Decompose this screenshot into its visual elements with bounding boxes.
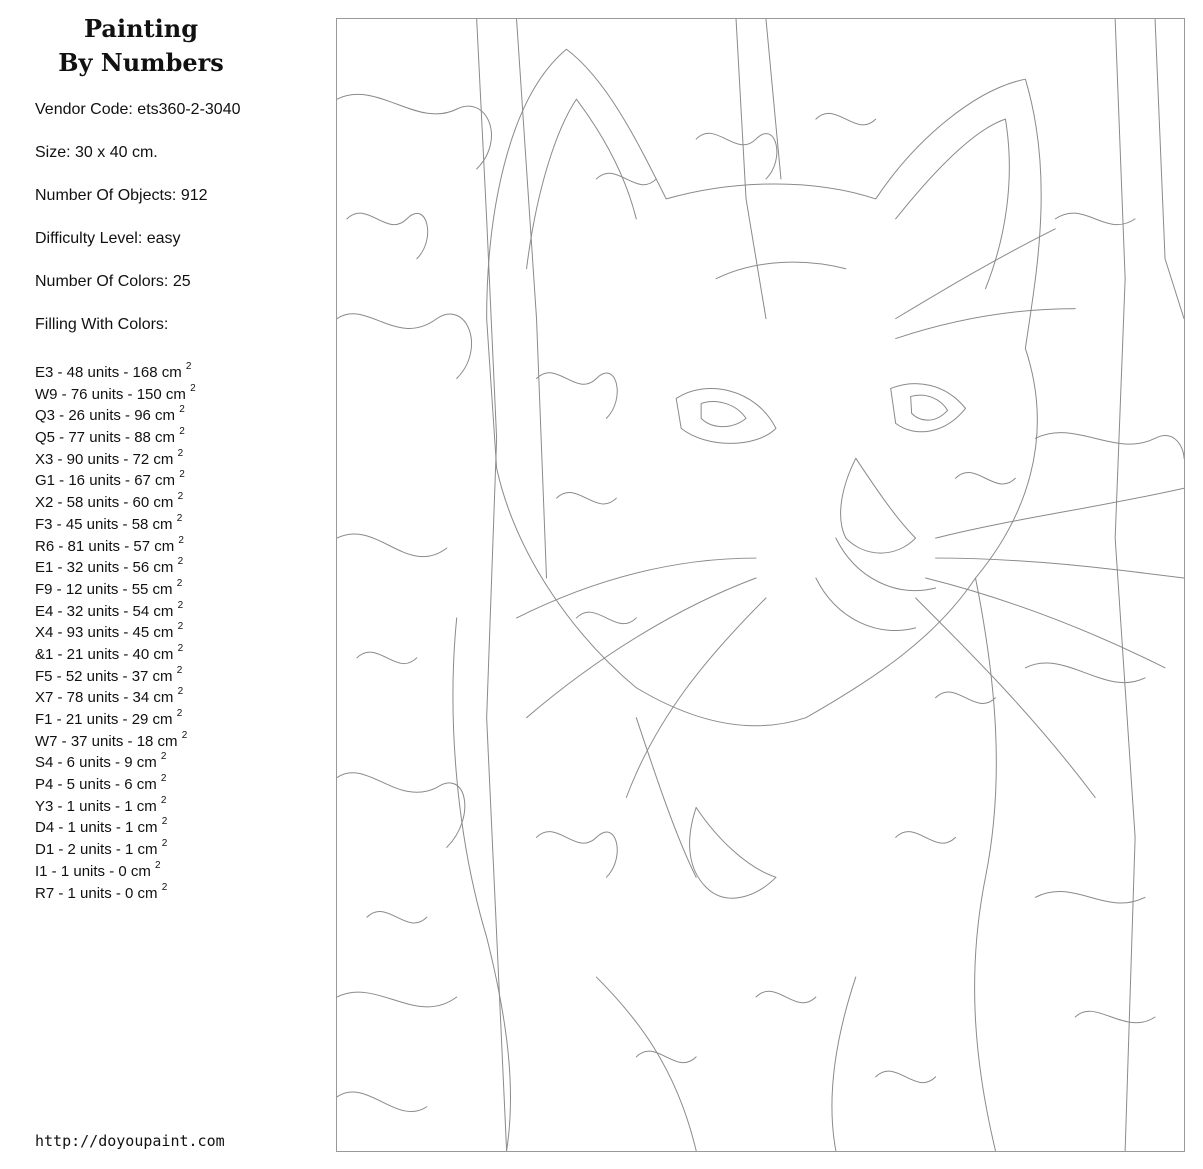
color-entry [35,857,196,879]
vendor-code: Vendor Code: ets360-2-3040 [35,101,241,118]
square-mark: 2 [160,794,167,806]
square-mark: 2 [177,447,184,459]
color-entry-text: F9 - 12 units - 55 cm [35,580,173,598]
square-mark: 2 [161,838,168,850]
color-entry-text: F1 - 21 units - 29 cm [35,711,173,728]
color-entry-text: X4 - 93 units - 45 cm [35,624,174,642]
number-of-colors: Number Of Colors: 25 [35,273,191,290]
color-entry [35,813,196,835]
square-mark: 2 [181,729,188,741]
color-entry [35,466,196,488]
title-line-1: Painting [84,14,198,43]
color-entry [35,553,196,575]
color-entry-text: R6 - 81 units - 57 cm [35,537,175,555]
color-entry [35,358,196,380]
square-mark: 2 [177,621,184,633]
color-entry-text: X7 - 78 units - 34 cm [35,689,174,707]
square-mark: 2 [160,751,167,763]
info-sidebar [0,0,320,1169]
color-entry [35,727,196,749]
square-mark: 2 [179,404,185,416]
title-line-2: By Numbers [58,48,224,77]
square-mark: 2 [177,491,184,503]
square-mark: 2 [161,816,168,828]
artwork-frame [336,18,1185,1152]
filling-heading: Filling With Colors: [35,316,169,333]
square-mark: 2 [176,577,183,589]
difficulty-level: Difficulty Level: easy [35,230,181,247]
color-entry-text: F5 - 52 units - 37 cm [35,667,173,685]
color-list [35,358,196,900]
color-entry-text: X2 - 58 units - 60 cm [35,494,174,512]
square-mark: 2 [160,773,167,785]
color-entry-text: I1 - 1 units - 0 cm [35,862,151,880]
color-entry [35,510,196,532]
size: Size: 30 x 40 cm. [35,144,158,161]
color-entry [35,532,196,554]
page-title [0,12,282,80]
square-mark: 2 [177,642,184,654]
square-mark: 2 [176,664,183,676]
square-mark: 2 [177,556,184,568]
color-entry-text: D4 - 1 units - 1 cm [35,819,158,837]
square-mark: 2 [179,426,185,438]
color-entry [35,618,196,640]
color-entry [35,748,196,770]
color-entry-text: Y3 - 1 units - 1 cm [35,797,157,815]
color-entry-text: Q3 - 26 units - 96 cm [35,407,176,425]
square-mark: 2 [176,708,183,719]
color-entry-text: Q5 - 77 units - 88 cm [35,429,176,447]
color-entry [35,423,196,445]
color-entry-text: R7 - 1 units - 0 cm [35,884,158,902]
square-mark: 2 [190,382,196,394]
color-entry [35,835,196,857]
color-entry [35,683,196,705]
square-mark: 2 [178,534,184,546]
color-entry-text: X3 - 90 units - 72 cm [35,450,174,468]
website-link[interactable]: http://doyoupaint.com [35,1132,225,1150]
square-mark: 2 [161,881,168,893]
cat-outline-artwork [337,19,1184,1151]
color-entry [35,488,196,510]
square-mark: 2 [185,361,192,372]
color-entry [35,705,196,727]
color-entry [35,597,196,619]
product-info [35,98,240,356]
color-entry [35,640,196,662]
square-mark: 2 [179,469,185,481]
color-entry-text: E4 - 32 units - 54 cm [35,602,174,620]
color-entry [35,662,196,684]
color-entry-text: W7 - 37 units - 18 cm [35,732,178,750]
square-mark: 2 [177,599,184,611]
color-entry [35,792,196,814]
number-of-objects: Number Of Objects: 912 [35,187,208,204]
square-mark: 2 [177,686,184,698]
color-entry [35,380,196,402]
color-entry-text: W9 - 76 units - 150 cm [35,385,186,403]
square-mark: 2 [176,512,183,524]
color-entry [35,445,196,467]
color-entry-text: D1 - 2 units - 1 cm [35,841,158,859]
color-entry-text: E3 - 48 units - 168 cm [35,364,182,381]
color-entry-text: E1 - 32 units - 56 cm [35,559,174,577]
color-entry-text: P4 - 5 units - 6 cm [35,776,157,794]
color-entry-text: G1 - 16 units - 67 cm [35,472,176,490]
color-entry [35,575,196,597]
color-entry [35,879,196,901]
color-entry-text: &1 - 21 units - 40 cm [35,645,174,663]
square-mark: 2 [155,859,161,871]
color-entry [35,770,196,792]
color-entry-text: S4 - 6 units - 9 cm [35,754,157,772]
color-entry [35,401,196,423]
color-entry-text: F3 - 45 units - 58 cm [35,515,173,533]
